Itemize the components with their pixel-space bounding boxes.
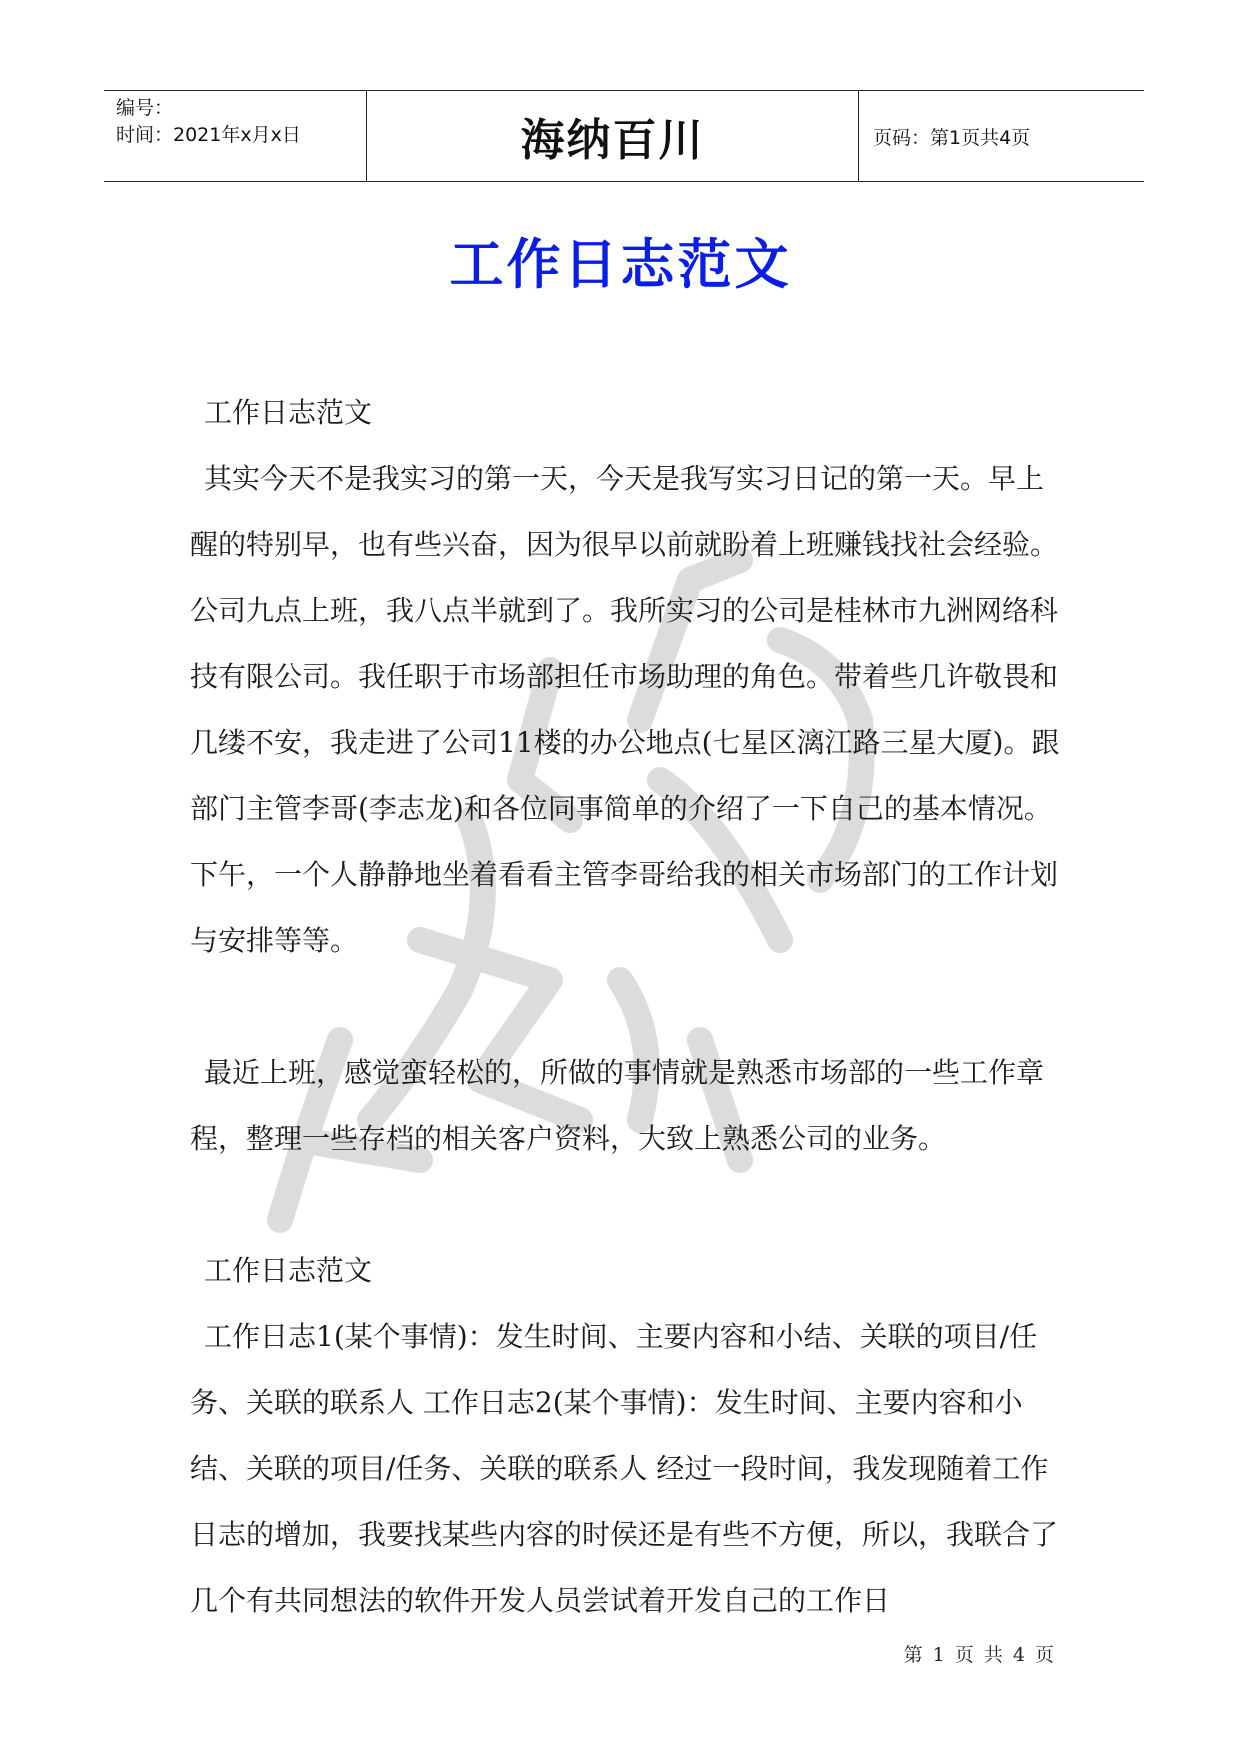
document-title: 工作日志范文 [449, 232, 792, 296]
paragraph-spacer [190, 974, 1070, 1040]
document-header [104, 90, 1144, 182]
header-meta [104, 91, 367, 181]
paragraph-1: 其实今天不是我实习的第一天，今天是我写实习日记的第一天。早上醒的特别早，也有些兴奋，因为很早以前就盼着上班赚钱找社会经验。公司九点上班，我八点半就到了。我所实习的公司是桂林市九洲网络科技有限公司。我任职于市场部担任市场助理的角色。带着些几许敬畏和几缕不安，我走进了公司11楼的办公地点(七星区漓江路三星大厦)。跟部门主管李哥(李志龙)和各位同事简单的介绍了一下自己的基本情况。下午，一个人静静地坐着看看主管李哥给我的相关市场部门的工作计划与安排等等。 [190, 462, 1060, 957]
document-body [190, 380, 1070, 1634]
header-page-label: 页码：第1页共4页 [873, 126, 1031, 149]
number-label: 编号： [116, 97, 174, 119]
paragraph-heading-2: 工作日志范文 [204, 1254, 373, 1287]
paragraph-heading-1: 工作日志范文 [204, 396, 373, 429]
time-label: 时间：2021年x月x日 [116, 124, 301, 146]
paragraph-3: 工作日志1(某个事情)：发生时间、主要内容和小结、关联的项目/任务、关联的联系人 工作日志2(某个事情)：发生时间、主要内容和小结、关联的项目/任务、关联的联系人 经过一段时间，我发现随着工作日志的增加，我要找某些内容的时侯还是有些不方便，所以，我联合了几个有共同想法的软件开发人员尝试着开发自己的工作日 [190, 1320, 1059, 1617]
paragraph-spacer [190, 1172, 1070, 1238]
paragraph-2: 最近上班，感觉蛮轻松的，所做的事情就是熟悉市场部的一些工作章程，整理一些存档的相关客户资料，大致上熟悉公司的业务。 [190, 1056, 1045, 1155]
page-footer: 第 1 页 共 4 页 [903, 1644, 1056, 1666]
header-title: 海纳百川 [367, 91, 859, 181]
